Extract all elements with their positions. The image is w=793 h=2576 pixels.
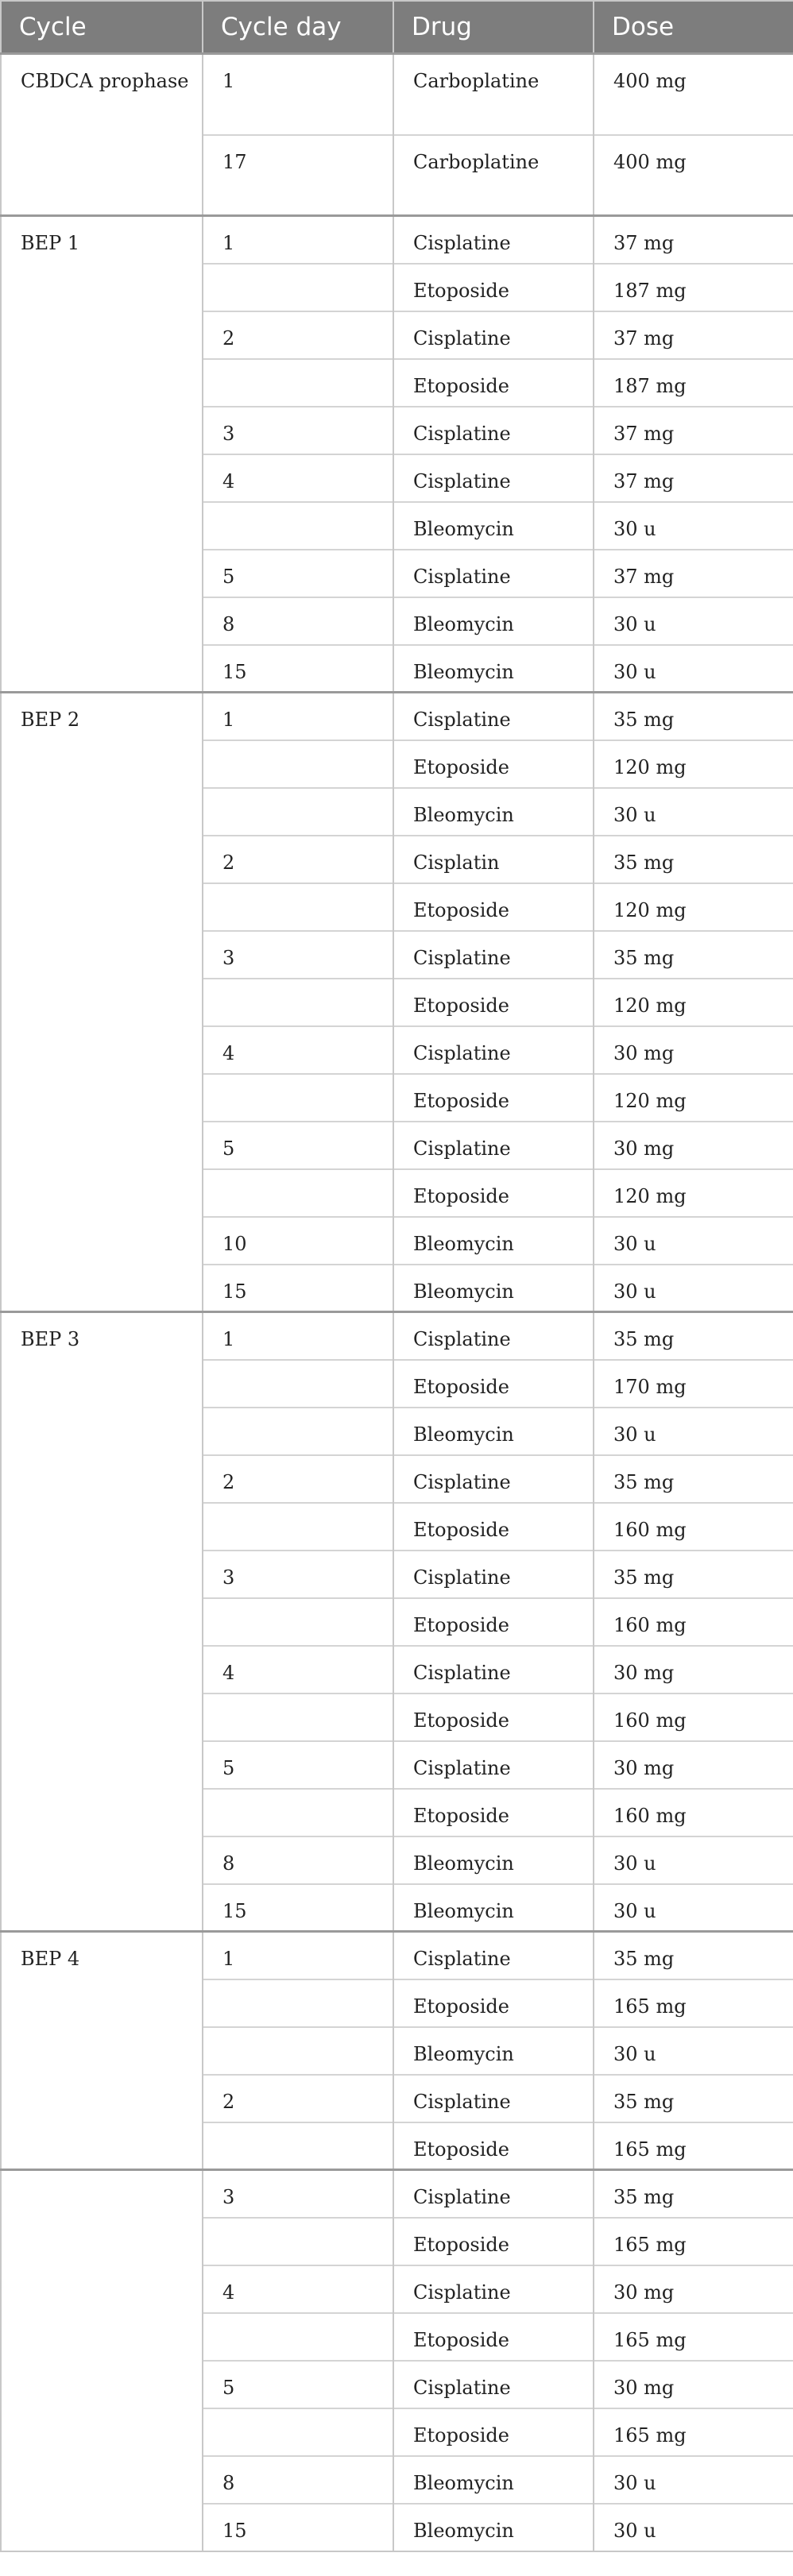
drug-cell: Bleomycin — [393, 597, 594, 645]
cycle-day-cell: 5 — [203, 1741, 393, 1789]
dose-cell: 30 mg — [594, 2265, 793, 2313]
drug-cell: Cisplatin — [393, 836, 594, 883]
cycle-day-cell — [203, 788, 393, 836]
cycle-day-cell — [203, 359, 393, 407]
dose-cell: 37 mg — [594, 311, 793, 359]
cycle-day-cell — [203, 2027, 393, 2075]
drug-cell: Etoposide — [393, 1503, 594, 1551]
dose-cell: 37 mg — [594, 216, 793, 264]
dose-cell: 165 mg — [594, 2408, 793, 2456]
drug-cell: Etoposide — [393, 1789, 594, 1836]
dose-cell: 35 mg — [594, 693, 793, 740]
dose-cell: 160 mg — [594, 1598, 793, 1646]
cycle-day-cell: 1 — [203, 693, 393, 740]
drug-cell: Etoposide — [393, 979, 594, 1026]
cycle-day-cell — [203, 2408, 393, 2456]
drug-cell: Cisplatine — [393, 454, 594, 502]
cycle-day-cell: 4 — [203, 454, 393, 502]
dose-cell: 35 mg — [594, 1312, 793, 1360]
drug-cell: Etoposide — [393, 2313, 594, 2361]
header-cycle: Cycle — [1, 1, 203, 54]
cycle-day-cell: 2 — [203, 1455, 393, 1503]
drug-cell: Etoposide — [393, 1074, 594, 1122]
cycle-day-cell: 5 — [203, 1122, 393, 1169]
dose-cell: 30 u — [594, 1408, 793, 1455]
cycle-day-cell: 5 — [203, 2361, 393, 2408]
cycle-day-cell: 4 — [203, 2265, 393, 2313]
drug-cell: Etoposide — [393, 2408, 594, 2456]
dose-cell: 400 mg — [594, 54, 793, 135]
dose-cell: 35 mg — [594, 2075, 793, 2122]
drug-cell: Etoposide — [393, 2122, 594, 2170]
drug-cell: Bleomycin — [393, 1408, 594, 1455]
dose-cell: 30 mg — [594, 1741, 793, 1789]
dose-cell: 160 mg — [594, 1694, 793, 1741]
dose-cell: 35 mg — [594, 836, 793, 883]
drug-cell: Cisplatine — [393, 1646, 594, 1694]
dose-cell: 160 mg — [594, 1503, 793, 1551]
drug-cell: Cisplatine — [393, 311, 594, 359]
cycle-day-cell — [203, 2313, 393, 2361]
drug-cell: Cisplatine — [393, 407, 594, 454]
drug-cell: Bleomycin — [393, 502, 594, 550]
cycle-day-cell — [203, 740, 393, 788]
cycle-cell: BEP 2 — [1, 693, 203, 1312]
dose-cell: 30 u — [594, 597, 793, 645]
drug-cell: Cisplatine — [393, 931, 594, 979]
cycle-day-cell: 17 — [203, 135, 393, 216]
drug-cell: Cisplatine — [393, 1932, 594, 1979]
dose-cell: 37 mg — [594, 550, 793, 597]
dose-cell: 160 mg — [594, 1789, 793, 1836]
drug-cell: Cisplatine — [393, 2170, 594, 2218]
header-row — [1, 1, 793, 54]
cycle-day-cell: 15 — [203, 2504, 393, 2551]
table-row — [1, 2170, 793, 2218]
drug-cell: Cisplatine — [393, 2075, 594, 2122]
dose-cell: 120 mg — [594, 979, 793, 1026]
cycle-day-cell — [203, 502, 393, 550]
cycle-day-cell: 1 — [203, 54, 393, 135]
cycle-day-cell: 3 — [203, 1551, 393, 1598]
cycle-day-cell: 1 — [203, 1312, 393, 1360]
cycle-day-cell: 15 — [203, 645, 393, 693]
cycle-day-cell — [203, 2122, 393, 2170]
drug-cell: Etoposide — [393, 2218, 594, 2265]
dose-cell: 120 mg — [594, 1074, 793, 1122]
dose-cell: 35 mg — [594, 2170, 793, 2218]
dose-cell: 120 mg — [594, 883, 793, 931]
dose-cell: 30 u — [594, 1265, 793, 1312]
cycle-day-cell: 10 — [203, 1217, 393, 1265]
cycle-day-cell: 15 — [203, 1265, 393, 1312]
dose-cell: 400 mg — [594, 135, 793, 216]
dose-cell: 120 mg — [594, 1169, 793, 1217]
cycle-day-cell — [203, 2218, 393, 2265]
dose-cell: 35 mg — [594, 931, 793, 979]
dose-cell: 170 mg — [594, 1360, 793, 1408]
drug-cell: Etoposide — [393, 264, 594, 311]
drug-cell: Cisplatine — [393, 550, 594, 597]
cycle-day-cell — [203, 1789, 393, 1836]
drug-cell: Cisplatine — [393, 216, 594, 264]
dose-cell: 120 mg — [594, 740, 793, 788]
drug-cell: Etoposide — [393, 1360, 594, 1408]
cycle-day-cell: 4 — [203, 1026, 393, 1074]
dose-cell: 35 mg — [594, 1455, 793, 1503]
drug-cell: Etoposide — [393, 1694, 594, 1741]
cycle-cell: BEP 4 — [1, 1932, 203, 2170]
drug-cell: Bleomycin — [393, 645, 594, 693]
cycle-day-cell: 8 — [203, 1836, 393, 1884]
table-row — [1, 1932, 793, 1979]
dose-cell: 165 mg — [594, 2218, 793, 2265]
cycle-day-cell — [203, 1503, 393, 1551]
cycle-cell — [1, 2170, 203, 2551]
dose-cell: 30 mg — [594, 1026, 793, 1074]
cycle-day-cell — [203, 264, 393, 311]
cycle-day-cell: 1 — [203, 216, 393, 264]
cycle-day-cell: 8 — [203, 597, 393, 645]
drug-cell: Cisplatine — [393, 2361, 594, 2408]
table-row — [1, 1312, 793, 1360]
dose-cell: 30 u — [594, 1836, 793, 1884]
drug-cell: Etoposide — [393, 359, 594, 407]
dose-cell: 30 mg — [594, 1646, 793, 1694]
drug-cell: Cisplatine — [393, 1312, 594, 1360]
dose-cell: 30 u — [594, 788, 793, 836]
cycle-day-cell: 3 — [203, 2170, 393, 2218]
cycle-day-cell — [203, 979, 393, 1026]
drug-cell: Bleomycin — [393, 1884, 594, 1932]
drug-cell: Bleomycin — [393, 1217, 594, 1265]
header-dose: Dose — [594, 1, 793, 54]
drug-cell: Bleomycin — [393, 1265, 594, 1312]
cycle-day-cell: 1 — [203, 1932, 393, 1979]
dose-cell: 30 u — [594, 2027, 793, 2075]
dose-cell: 30 u — [594, 2504, 793, 2551]
table-header — [1, 1, 793, 54]
drug-cell: Cisplatine — [393, 1741, 594, 1789]
cycle-cell: BEP 1 — [1, 216, 203, 693]
drug-cell: Etoposide — [393, 883, 594, 931]
table-row — [1, 693, 793, 740]
dose-cell: 165 mg — [594, 2313, 793, 2361]
cycle-day-cell — [203, 883, 393, 931]
drug-cell: Carboplatine — [393, 135, 594, 216]
table-row — [1, 216, 793, 264]
drug-cell: Cisplatine — [393, 1122, 594, 1169]
dose-cell: 187 mg — [594, 359, 793, 407]
drug-cell: Etoposide — [393, 1979, 594, 2027]
drug-cell: Cisplatine — [393, 2265, 594, 2313]
cycle-day-cell — [203, 1408, 393, 1455]
drug-cell: Etoposide — [393, 1169, 594, 1217]
cycle-day-cell — [203, 1598, 393, 1646]
cycle-day-cell: 5 — [203, 550, 393, 597]
drug-cell: Bleomycin — [393, 2027, 594, 2075]
dose-cell: 30 u — [594, 645, 793, 693]
drug-cell: Bleomycin — [393, 788, 594, 836]
cycle-cell: CBDCA prophase — [1, 54, 203, 216]
cycle-day-cell — [203, 1694, 393, 1741]
dose-cell: 37 mg — [594, 454, 793, 502]
cycle-cell: BEP 3 — [1, 1312, 203, 1932]
dose-cell: 30 u — [594, 1217, 793, 1265]
table-row — [1, 54, 793, 135]
dose-cell: 30 u — [594, 1884, 793, 1932]
dose-cell: 35 mg — [594, 1932, 793, 1979]
cycle-day-cell: 3 — [203, 931, 393, 979]
drug-cell: Cisplatine — [393, 1455, 594, 1503]
header-cycle-day: Cycle day — [203, 1, 393, 54]
drug-cell: Bleomycin — [393, 2456, 594, 2504]
drug-cell: Carboplatine — [393, 54, 594, 135]
cycle-day-cell: 2 — [203, 2075, 393, 2122]
drug-cell: Bleomycin — [393, 1836, 594, 1884]
dose-cell: 30 u — [594, 502, 793, 550]
drug-cell: Etoposide — [393, 740, 594, 788]
dose-cell: 30 mg — [594, 1122, 793, 1169]
cycle-day-cell — [203, 1074, 393, 1122]
cycle-day-cell: 15 — [203, 1884, 393, 1932]
cycle-day-cell — [203, 1979, 393, 2027]
cycle-day-cell: 2 — [203, 311, 393, 359]
header-drug: Drug — [393, 1, 594, 54]
dose-cell: 30 mg — [594, 2361, 793, 2408]
dose-cell: 37 mg — [594, 407, 793, 454]
cycle-day-cell: 4 — [203, 1646, 393, 1694]
dose-cell: 165 mg — [594, 2122, 793, 2170]
dose-cell: 30 u — [594, 2456, 793, 2504]
table-body — [1, 54, 793, 2551]
dose-cell: 165 mg — [594, 1979, 793, 2027]
drug-cell: Cisplatine — [393, 1551, 594, 1598]
cycle-day-cell — [203, 1169, 393, 1217]
drug-cell: Cisplatine — [393, 693, 594, 740]
cycle-day-cell: 8 — [203, 2456, 393, 2504]
cycle-day-cell: 2 — [203, 836, 393, 883]
drug-cell: Bleomycin — [393, 2504, 594, 2551]
cycle-day-cell — [203, 1360, 393, 1408]
dose-cell: 35 mg — [594, 1551, 793, 1598]
cycle-day-cell: 3 — [203, 407, 393, 454]
dose-cell: 187 mg — [594, 264, 793, 311]
drug-cell: Cisplatine — [393, 1026, 594, 1074]
drug-cell: Etoposide — [393, 1598, 594, 1646]
